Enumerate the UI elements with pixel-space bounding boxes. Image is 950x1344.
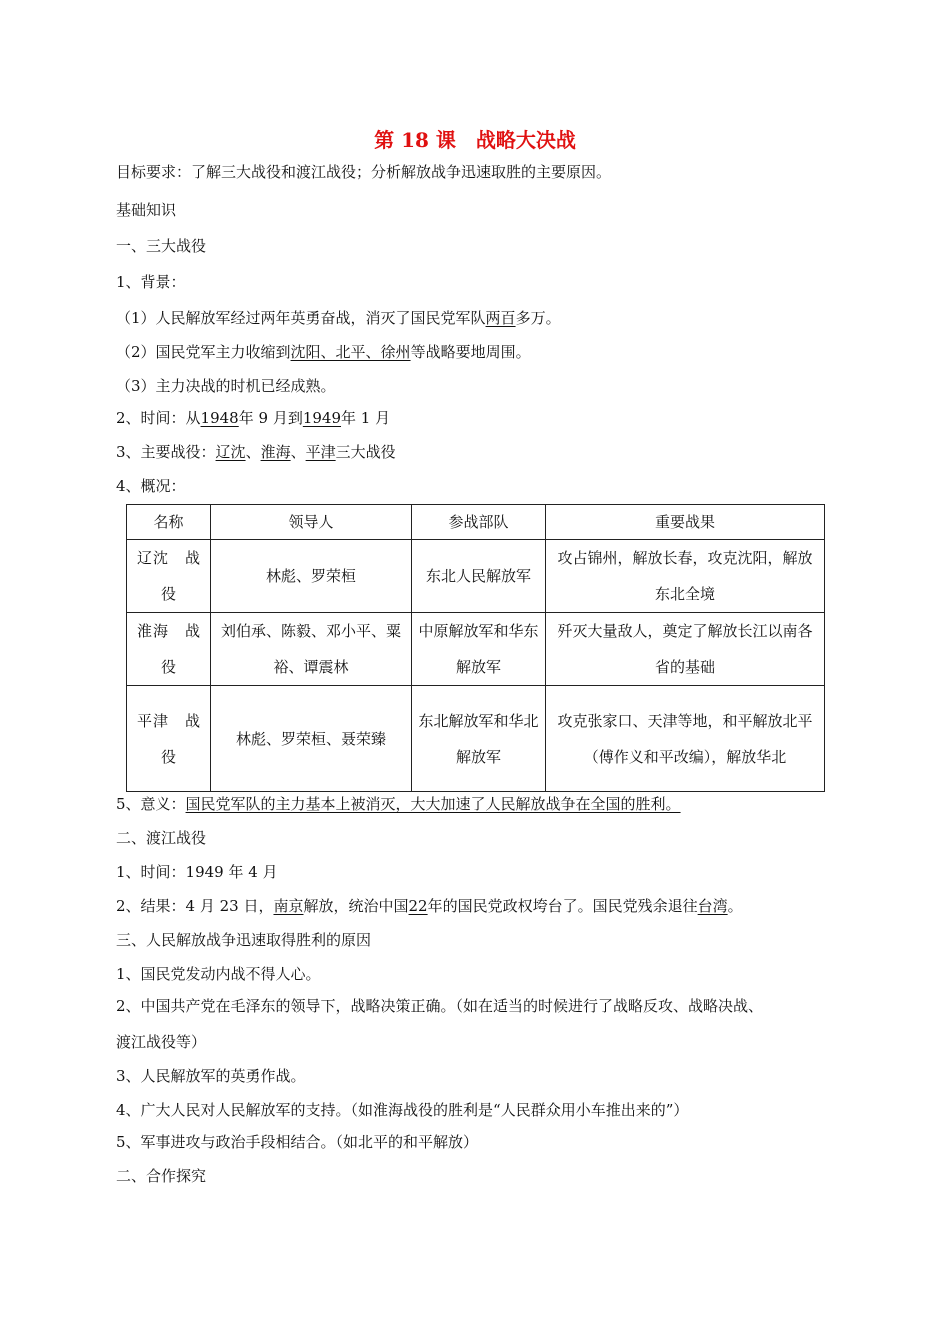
background-item-2: （2）国民党军主力收缩到沈阳、北平、徐州等战略要地周围。 <box>116 343 531 361</box>
header-name: 名称 <box>127 505 211 540</box>
crossing-time: 1、时间：1949 年 4 月 <box>116 863 278 881</box>
reason-5: 5、军事进攻与政治手段相结合。（如北平的和平解放） <box>116 1133 479 1151</box>
battle-leaders: 林彪、罗荣桓、聂荣臻 <box>211 686 412 792</box>
background-label: 1、背景： <box>116 273 186 291</box>
table-row <box>127 613 825 686</box>
header-troops: 参战部队 <box>412 505 546 540</box>
goal-text: 目标要求：了解三大战役和渡江战役；分析解放战争迅速取胜的主要原因。 <box>116 163 612 181</box>
battle-result: 歼灭大量敌人，奠定了解放长江以南各省的基础 <box>546 613 825 686</box>
header-leaders: 领导人 <box>211 505 412 540</box>
page-title: 第 18 课 战略大决战 <box>374 128 576 152</box>
table-header-row <box>127 505 825 540</box>
battle-leaders: 林彪、罗荣桓 <box>211 540 412 613</box>
reason-3: 3、人民解放军的英勇作战。 <box>116 1067 306 1085</box>
battle-name: 淮海 战 役 <box>127 613 211 686</box>
battle-troops: 中原解放军和华东解放军 <box>412 613 546 686</box>
header-result: 重要战果 <box>546 505 825 540</box>
significance-line: 5、意义：国民党军队的主力基本上被消灭，大大加速了人民解放战争在全国的胜利。 <box>116 795 681 813</box>
battles-table <box>126 504 825 792</box>
battle-troops: 东北人民解放军 <box>412 540 546 613</box>
main-battles-line: 3、主要战役：辽沈、淮海、平津三大战役 <box>116 443 396 461</box>
battle-leaders: 刘伯承、陈毅、邓小平、粟裕、谭震林 <box>211 613 412 686</box>
battle-name: 辽沈 战 役 <box>127 540 211 613</box>
background-item-1: （1）人民解放军经过两年英勇奋战，消灭了国民党军队两百多万。 <box>116 309 561 327</box>
table-row <box>127 686 825 792</box>
reason-2a: 2、中国共产党在毛泽东的领导下，战略决策正确。（如在适当的时候进行了战略反攻、战略决战、 <box>116 997 764 1015</box>
battle-name: 平津 战 役 <box>127 686 211 792</box>
battle-result: 攻克张家口、天津等地，和平解放北平（傅作义和平改编），解放华北 <box>546 686 825 792</box>
reason-2b: 渡江战役等） <box>116 1033 207 1051</box>
battle-troops: 东北解放军和华北解放军 <box>412 686 546 792</box>
time-line: 2、时间：从1948年 9 月到1949年 1 月 <box>116 409 391 427</box>
cooperation-heading: 二、合作探究 <box>116 1167 207 1185</box>
table-row <box>127 540 825 613</box>
reason-1: 1、国民党发动内战不得人心。 <box>116 965 321 983</box>
crossing-result: 2、结果：4 月 23 日，南京解放，统治中国22年的国民党政权垮台了。国民党残余退往台湾。 <box>116 897 743 915</box>
reason-4: 4、广大人民对人民解放军的支持。（如淮海战役的胜利是“人民群众用小车推出来的”） <box>116 1101 689 1119</box>
overview-label: 4、概况： <box>116 477 186 495</box>
battle-result: 攻占锦州，解放长春，攻克沈阳，解放东北全境 <box>546 540 825 613</box>
background-item-3: （3）主力决战的时机已经成熟。 <box>116 377 336 395</box>
section1-heading: 一、三大战役 <box>116 237 207 255</box>
section3-heading: 三、人民解放战争迅速取得胜利的原因 <box>116 931 372 949</box>
basics-heading: 基础知识 <box>116 201 177 219</box>
section2-heading: 二、渡江战役 <box>116 829 207 847</box>
